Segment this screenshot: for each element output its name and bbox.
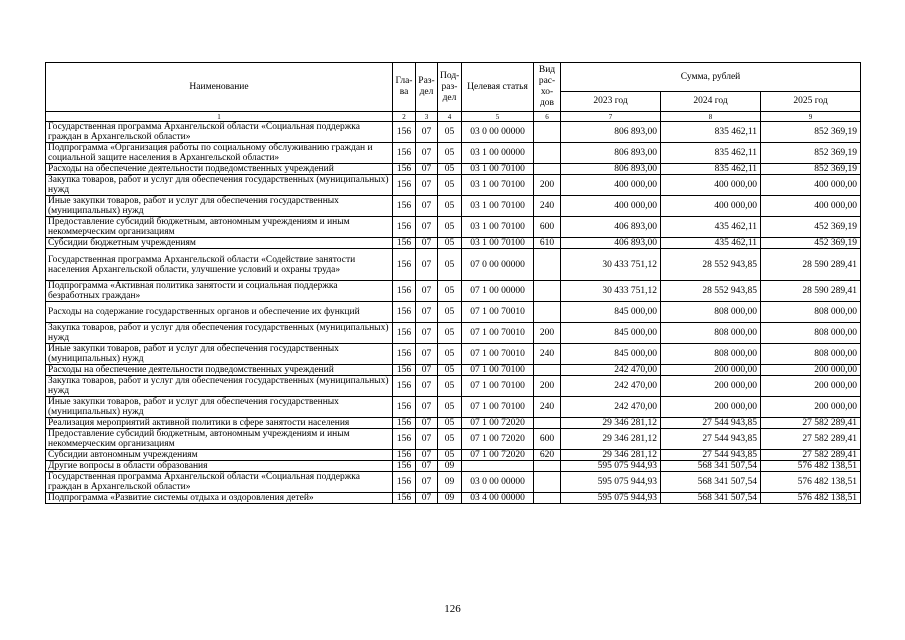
row-glava: 156 (393, 175, 416, 196)
row-target: 07 1 00 70010 (462, 323, 534, 344)
header-name: Наименование (46, 63, 393, 112)
row-podrazdel: 05 (438, 365, 462, 376)
column-number: 1 (46, 112, 393, 122)
row-target: 07 0 00 00000 (462, 249, 534, 281)
row-name: Государственная программа Архангельской области «Социальная поддержка граждан в Архангельской области» (46, 122, 393, 143)
row-razdel: 07 (416, 196, 438, 217)
row-target: 07 1 00 70010 (462, 302, 534, 323)
row-razdel: 07 (416, 397, 438, 418)
row-sum-2023: 29 346 281,12 (561, 429, 661, 450)
row-sum-2023: 30 433 751,12 (561, 281, 661, 302)
row-razdel: 07 (416, 376, 438, 397)
page-number: 126 (444, 603, 461, 615)
row-vid (534, 493, 561, 504)
row-sum-2025: 28 590 289,41 (761, 249, 861, 281)
row-sum-2024: 435 462,11 (661, 217, 761, 238)
row-razdel: 07 (416, 122, 438, 143)
row-podrazdel: 05 (438, 418, 462, 429)
row-podrazdel: 05 (438, 397, 462, 418)
row-target: 03 1 00 00000 (462, 143, 534, 164)
row-razdel: 07 (416, 450, 438, 461)
column-number: 8 (661, 112, 761, 122)
row-sum-2025: 808 000,00 (761, 302, 861, 323)
row-sum-2024: 808 000,00 (661, 344, 761, 365)
row-podrazdel: 05 (438, 175, 462, 196)
row-sum-2024: 568 341 507,54 (661, 493, 761, 504)
row-vid (534, 365, 561, 376)
row-podrazdel: 05 (438, 281, 462, 302)
table-row (46, 429, 861, 450)
header-podrazdel: Под-раз-дел (438, 63, 462, 112)
row-vid: 240 (534, 344, 561, 365)
table-row (46, 493, 861, 504)
row-name: Государственная программа Архангельской области «Социальная поддержка граждан в Архангельской области» (46, 472, 393, 493)
row-glava: 156 (393, 249, 416, 281)
table-row (46, 122, 861, 143)
row-sum-2025: 28 590 289,41 (761, 281, 861, 302)
row-sum-2023: 29 346 281,12 (561, 418, 661, 429)
row-name: Подпрограмма «Активная политика занятости и социальная поддержка безработных граждан» (46, 281, 393, 302)
row-vid: 610 (534, 238, 561, 249)
row-razdel: 07 (416, 175, 438, 196)
row-sum-2024: 435 462,11 (661, 238, 761, 249)
row-razdel: 07 (416, 344, 438, 365)
row-target: 07 1 00 72020 (462, 429, 534, 450)
table-row (46, 376, 861, 397)
row-podrazdel: 05 (438, 376, 462, 397)
row-podrazdel: 05 (438, 143, 462, 164)
row-razdel: 07 (416, 493, 438, 504)
row-razdel: 07 (416, 365, 438, 376)
table-body (46, 122, 861, 504)
row-podrazdel: 05 (438, 217, 462, 238)
row-sum-2025: 452 369,19 (761, 238, 861, 249)
row-sum-2024: 400 000,00 (661, 175, 761, 196)
row-sum-2023: 845 000,00 (561, 302, 661, 323)
row-target: 07 1 00 00000 (462, 281, 534, 302)
row-sum-2025: 400 000,00 (761, 175, 861, 196)
row-vid: 200 (534, 376, 561, 397)
row-target: 03 0 00 00000 (462, 122, 534, 143)
row-glava: 156 (393, 344, 416, 365)
table-row (46, 164, 861, 175)
row-sum-2024: 808 000,00 (661, 302, 761, 323)
row-name: Закупка товаров, работ и услуг для обеспечения государственных (муниципальных) нужд (46, 376, 393, 397)
row-razdel: 07 (416, 281, 438, 302)
column-number: 6 (534, 112, 561, 122)
row-name: Иные закупки товаров, работ и услуг для обеспечения государственных (муниципальных) нужд (46, 344, 393, 365)
row-podrazdel: 05 (438, 164, 462, 175)
row-sum-2023: 406 893,00 (561, 217, 661, 238)
row-target: 03 1 00 70100 (462, 196, 534, 217)
row-podrazdel: 05 (438, 302, 462, 323)
header-razdel: Раз-дел (416, 63, 438, 112)
row-target: 03 4 00 00000 (462, 493, 534, 504)
row-sum-2025: 576 482 138,51 (761, 461, 861, 472)
table-row (46, 450, 861, 461)
row-sum-2025: 27 582 289,41 (761, 429, 861, 450)
row-glava: 156 (393, 281, 416, 302)
row-vid (534, 249, 561, 281)
row-glava: 156 (393, 493, 416, 504)
row-sum-2024: 27 544 943,85 (661, 418, 761, 429)
row-sum-2024: 808 000,00 (661, 323, 761, 344)
row-vid (534, 143, 561, 164)
row-sum-2024: 200 000,00 (661, 376, 761, 397)
row-sum-2025: 852 369,19 (761, 164, 861, 175)
row-podrazdel: 05 (438, 238, 462, 249)
row-target: 07 1 00 72020 (462, 450, 534, 461)
row-glava: 156 (393, 122, 416, 143)
row-name: Иные закупки товаров, работ и услуг для обеспечения государственных (муниципальных) нужд (46, 196, 393, 217)
row-razdel: 07 (416, 164, 438, 175)
table-row (46, 302, 861, 323)
column-number: 9 (761, 112, 861, 122)
row-podrazdel: 05 (438, 429, 462, 450)
row-vid: 600 (534, 217, 561, 238)
row-podrazdel: 09 (438, 493, 462, 504)
row-sum-2023: 806 893,00 (561, 164, 661, 175)
row-podrazdel: 09 (438, 461, 462, 472)
row-glava: 156 (393, 461, 416, 472)
row-sum-2025: 200 000,00 (761, 397, 861, 418)
row-razdel: 07 (416, 461, 438, 472)
row-sum-2025: 452 369,19 (761, 217, 861, 238)
table-row (46, 217, 861, 238)
row-sum-2025: 27 582 289,41 (761, 418, 861, 429)
row-sum-2025: 576 482 138,51 (761, 493, 861, 504)
column-number: 5 (462, 112, 534, 122)
row-sum-2023: 845 000,00 (561, 344, 661, 365)
row-glava: 156 (393, 217, 416, 238)
row-target: 07 1 00 72020 (462, 418, 534, 429)
row-razdel: 07 (416, 472, 438, 493)
row-sum-2023: 242 470,00 (561, 376, 661, 397)
row-glava: 156 (393, 376, 416, 397)
row-name: Подпрограмма «Организация работы по социальному обслуживанию граждан и социальной защите населения в Архангельской области» (46, 143, 393, 164)
row-name: Государственная программа Архангельской области «Содействие занятости населения Архангельской области, улучшение условий и охраны труда» (46, 249, 393, 281)
table-row (46, 143, 861, 164)
row-target: 07 1 00 70100 (462, 365, 534, 376)
row-sum-2023: 806 893,00 (561, 143, 661, 164)
row-razdel: 07 (416, 302, 438, 323)
table-row (46, 461, 861, 472)
row-podrazdel: 05 (438, 122, 462, 143)
row-target: 03 1 00 70100 (462, 175, 534, 196)
row-target: 03 1 00 70100 (462, 238, 534, 249)
row-vid (534, 461, 561, 472)
row-name: Субсидии автономным учреждениям (46, 450, 393, 461)
row-sum-2023: 29 346 281,12 (561, 450, 661, 461)
row-sum-2024: 835 462,11 (661, 122, 761, 143)
row-razdel: 07 (416, 429, 438, 450)
row-sum-2024: 27 544 943,85 (661, 429, 761, 450)
row-sum-2025: 27 582 289,41 (761, 450, 861, 461)
row-sum-2025: 808 000,00 (761, 323, 861, 344)
row-sum-2025: 808 000,00 (761, 344, 861, 365)
row-vid: 620 (534, 450, 561, 461)
row-sum-2025: 576 482 138,51 (761, 472, 861, 493)
header-vid: Вид рас-хо-дов (534, 63, 561, 112)
row-sum-2023: 242 470,00 (561, 365, 661, 376)
row-name: Реализация мероприятий активной политики в сфере занятости населения (46, 418, 393, 429)
row-sum-2025: 400 000,00 (761, 196, 861, 217)
row-name: Иные закупки товаров, работ и услуг для обеспечения государственных (муниципальных) нужд (46, 397, 393, 418)
row-vid: 240 (534, 196, 561, 217)
row-target: 03 1 00 70100 (462, 217, 534, 238)
column-number: 2 (393, 112, 416, 122)
row-glava: 156 (393, 365, 416, 376)
row-vid (534, 122, 561, 143)
row-sum-2024: 835 462,11 (661, 143, 761, 164)
row-sum-2024: 28 552 943,85 (661, 281, 761, 302)
row-vid: 240 (534, 397, 561, 418)
row-razdel: 07 (416, 418, 438, 429)
row-glava: 156 (393, 418, 416, 429)
row-name: Подпрограмма «Развитие системы отдыха и оздоровления детей» (46, 493, 393, 504)
header-target: Целевая статья (462, 63, 534, 112)
row-razdel: 07 (416, 249, 438, 281)
row-glava: 156 (393, 450, 416, 461)
row-sum-2024: 568 341 507,54 (661, 461, 761, 472)
row-sum-2024: 200 000,00 (661, 397, 761, 418)
row-name: Расходы на обеспечение деятельности подведомственных учреждений (46, 164, 393, 175)
row-razdel: 07 (416, 323, 438, 344)
table-row (46, 397, 861, 418)
header-2024: 2024 год (661, 92, 761, 112)
header-sum: Сумма, рублей (561, 63, 861, 92)
row-sum-2025: 852 369,19 (761, 143, 861, 164)
row-vid: 600 (534, 429, 561, 450)
table-row (46, 175, 861, 196)
row-sum-2025: 200 000,00 (761, 365, 861, 376)
row-name: Расходы на обеспечение деятельности подведомственных учреждений (46, 365, 393, 376)
row-sum-2023: 30 433 751,12 (561, 249, 661, 281)
row-target: 07 1 00 70100 (462, 397, 534, 418)
budget-table (45, 62, 861, 504)
table-row (46, 365, 861, 376)
row-name: Другие вопросы в области образования (46, 461, 393, 472)
row-glava: 156 (393, 472, 416, 493)
row-sum-2023: 595 075 944,93 (561, 472, 661, 493)
row-sum-2025: 200 000,00 (761, 376, 861, 397)
row-sum-2024: 200 000,00 (661, 365, 761, 376)
row-sum-2024: 835 462,11 (661, 164, 761, 175)
row-glava: 156 (393, 397, 416, 418)
row-razdel: 07 (416, 238, 438, 249)
row-vid (534, 302, 561, 323)
table-row (46, 323, 861, 344)
row-sum-2023: 400 000,00 (561, 196, 661, 217)
row-podrazdel: 05 (438, 323, 462, 344)
row-sum-2023: 845 000,00 (561, 323, 661, 344)
row-podrazdel: 05 (438, 344, 462, 365)
table-row (46, 472, 861, 493)
row-vid (534, 164, 561, 175)
row-sum-2023: 806 893,00 (561, 122, 661, 143)
row-sum-2023: 400 000,00 (561, 175, 661, 196)
row-glava: 156 (393, 323, 416, 344)
table-row (46, 238, 861, 249)
row-sum-2024: 28 552 943,85 (661, 249, 761, 281)
row-glava: 156 (393, 302, 416, 323)
row-name: Предоставление субсидий бюджетным, автономным учреждениям и иным некоммерческим организациям (46, 429, 393, 450)
row-podrazdel: 05 (438, 196, 462, 217)
row-podrazdel: 05 (438, 450, 462, 461)
column-number: 3 (416, 112, 438, 122)
row-target: 07 1 00 70010 (462, 344, 534, 365)
row-sum-2025: 852 369,19 (761, 122, 861, 143)
row-sum-2024: 568 341 507,54 (661, 472, 761, 493)
row-podrazdel: 09 (438, 472, 462, 493)
column-numbers-row (46, 112, 861, 122)
row-target: 07 1 00 70100 (462, 376, 534, 397)
row-target: 03 0 00 00000 (462, 472, 534, 493)
table-row (46, 249, 861, 281)
row-target (462, 461, 534, 472)
table-row (46, 281, 861, 302)
row-razdel: 07 (416, 217, 438, 238)
row-glava: 156 (393, 143, 416, 164)
header-2023: 2023 год (561, 92, 661, 112)
row-name: Субсидии бюджетным учреждениям (46, 238, 393, 249)
row-name: Предоставление субсидий бюджетным, автономным учреждениям и иным некоммерческим организациям (46, 217, 393, 238)
row-name: Закупка товаров, работ и услуг для обеспечения государственных (муниципальных) нужд (46, 323, 393, 344)
row-vid: 200 (534, 175, 561, 196)
header-2025: 2025 год (761, 92, 861, 112)
table-row (46, 344, 861, 365)
row-sum-2024: 400 000,00 (661, 196, 761, 217)
header-glava: Гла-ва (393, 63, 416, 112)
table-row (46, 418, 861, 429)
column-number: 4 (438, 112, 462, 122)
row-podrazdel: 05 (438, 249, 462, 281)
column-number: 7 (561, 112, 661, 122)
row-sum-2023: 242 470,00 (561, 397, 661, 418)
row-name: Расходы на содержание государственных органов и обеспечение их функций (46, 302, 393, 323)
row-sum-2023: 595 075 944,93 (561, 493, 661, 504)
row-sum-2023: 595 075 944,93 (561, 461, 661, 472)
row-glava: 156 (393, 164, 416, 175)
row-razdel: 07 (416, 143, 438, 164)
row-sum-2023: 406 893,00 (561, 238, 661, 249)
row-glava: 156 (393, 238, 416, 249)
row-glava: 156 (393, 429, 416, 450)
row-glava: 156 (393, 196, 416, 217)
row-vid (534, 472, 561, 493)
row-target: 03 1 00 70100 (462, 164, 534, 175)
row-name: Закупка товаров, работ и услуг для обеспечения государственных (муниципальных) нужд (46, 175, 393, 196)
row-vid: 200 (534, 323, 561, 344)
table-row (46, 196, 861, 217)
row-sum-2024: 27 544 943,85 (661, 450, 761, 461)
row-vid (534, 281, 561, 302)
row-vid (534, 418, 561, 429)
